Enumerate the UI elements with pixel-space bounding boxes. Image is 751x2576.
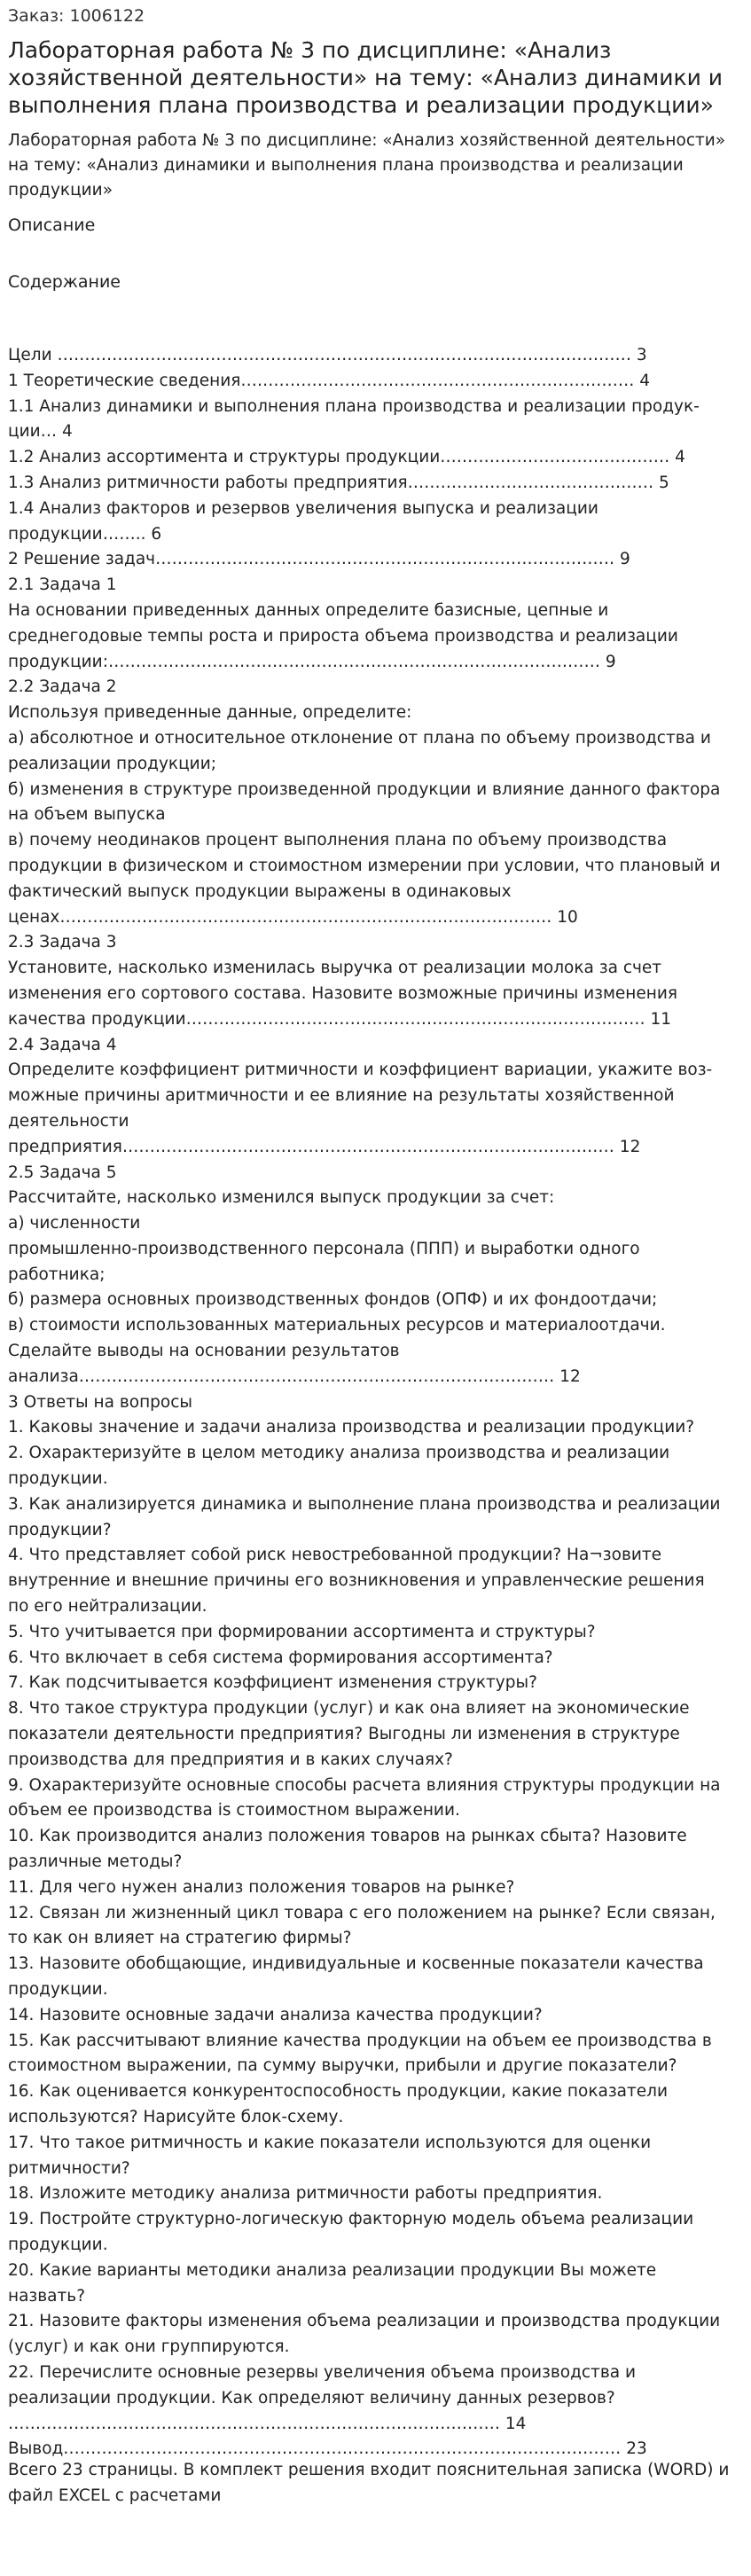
toc-line: внутренние и внешние причины его возникновения и управленческие решения [8, 1571, 705, 1591]
toc-line: ……………………………………………………………………………… 14 [8, 2414, 527, 2433]
order-number: Заказ: 1006122 [8, 6, 145, 26]
toc-line: 3 Ответы на вопросы [8, 1392, 193, 1412]
toc-line: 1 Теоретические сведения……………………………………………………………… 4 [8, 371, 651, 390]
toc-line: продукции:……………………………………………………………………………… 9 [8, 652, 616, 671]
toc-line: продукции в физическом и стоимостном измерении при условии, что плановый и [8, 856, 721, 875]
toc-line: Цели …………………………………………………………………………………………… 3 [8, 346, 647, 364]
toc-line: ции… 4 [8, 422, 73, 442]
toc-line: в) почему неодинаков процент выполнения плана по объему производства [8, 831, 668, 850]
toc-line: продукции. [8, 2235, 108, 2254]
toc-line: На основании приведенных данных определите базисные, цепные и [8, 600, 609, 620]
toc-line: 14. Назовите основные задачи анализа качества продукции? [8, 2005, 543, 2024]
footer-note: Всего 23 страницы. В комплект решения входит пояснительная записка (WORD) и файл EXCEL с расчетами [8, 2461, 730, 2505]
toc-line: 17. Что такое ритмичность и какие показатели используются для оценки [8, 2133, 652, 2152]
toc-line: продукции. [8, 1469, 108, 1489]
toc-line: 19. Постройте структурно-логическую факторную модель объема реализации [8, 2210, 694, 2229]
toc-line: фактический выпуск продукции выражены в одинаковых [8, 881, 512, 901]
toc-line: работника; [8, 1265, 106, 1284]
toc-line: промышленно-производственного персонала (ППП) и выработки одного [8, 1239, 640, 1258]
table-of-contents [8, 343, 746, 2462]
toc-line: 6. Что включает в себя система формирования ассортимента? [8, 1648, 553, 1667]
description-heading: Описание [8, 215, 96, 235]
toc-line: в) стоимости использованных материальных ресурсов и материалоотдачи. [8, 1316, 666, 1335]
toc-line: объем ее производства іs стоимостном выражении. [8, 1801, 460, 1820]
toc-line: 3. Как анализируется динамика и выполнение плана производства и реализации [8, 1494, 721, 1514]
toc-line: продукции? [8, 1520, 112, 1539]
toc-line: 1. Каковы значение и задачи анализа производства и реализации продукции? [8, 1418, 695, 1437]
toc-line: используются? Нарисуйте блок-схему. [8, 2107, 344, 2126]
toc-line: реализации продукции. Как определяют величину данных резервов? [8, 2388, 615, 2408]
toc-line: ритмичности? [8, 2158, 130, 2178]
toc-line: различные методы? [8, 1852, 183, 1872]
toc-line: 18. Изложите методику анализа ритмичности работы предприятия. [8, 2184, 603, 2204]
toc-line: деятельности [8, 1111, 129, 1131]
toc-line: 11. Для чего нужен анализ положения товаров на рынке? [8, 1877, 515, 1897]
toc-line: Определите коэффициент ритмичности и коэффициент вариации, укажите воз- [8, 1061, 713, 1080]
toc-line: 21. Назовите факторы изменения объема реализации и производства продукции [8, 2312, 721, 2331]
toc-line: 2.4 Задача 4 [8, 1035, 117, 1054]
toc-line: 2.3 Задача 3 [8, 933, 117, 952]
page-title: Лабораторная работа № 3 по дисциплине: «Анализ хозяйственной деятельности» на тему: «Анализ динамики и выполнения плана производства и реализации продукции» [8, 37, 724, 118]
toc-line: анализа…………………………………………………………………………… 12 [8, 1366, 581, 1386]
toc-line: 8. Что такое структура продукции (услуг) и как она влияет на экономические [8, 1699, 690, 1719]
toc-line: 1.2 Анализ ассортимента и структуры продукции…………………………………… 4 [8, 448, 685, 467]
toc-line: 13. Назовите обобщающие, индивидуальные и косвенные показатели качества [8, 1954, 704, 1974]
toc-line: показатели деятельности предприятия? Выгодны ли изменения в структуре [8, 1725, 680, 1744]
toc-line: по его нейтрализации. [8, 1597, 207, 1617]
toc-line: 22. Перечислите основные резервы увеличения объема производства и [8, 2362, 636, 2382]
toc-line: Рассчитайте, насколько изменился выпуск продукции за счет: [8, 1188, 555, 1208]
toc-line: назвать? [8, 2286, 86, 2306]
toc-line: изменения его сортового состава. Назовите возможные причины изменения [8, 983, 678, 1003]
toc-line: а) численности [8, 1214, 141, 1233]
toc-line: реализации продукции; [8, 754, 216, 773]
toc-line: Вывод………………………………………………………………………………………… 23 [8, 2439, 647, 2459]
toc-line: 7. Как подсчитывается коэффициент изменения структуры? [8, 1673, 537, 1693]
toc-line: (услуг) и как они группируются. [8, 2337, 290, 2357]
toc-line: 16. Как оценивается конкурентоспособность продукции, какие показатели [8, 2082, 669, 2102]
toc-line: 2. Охарактеризуйте в целом методику анализа производства и реализации [8, 1444, 670, 1463]
toc-line: качества продукции………………………………………………………………………… 11 [8, 1009, 672, 1029]
toc-line: Сделайте выводы на основании результатов [8, 1342, 400, 1361]
toc-line: 12. Связан ли жизненный цикл товара с его положением на рынке? Если связан, [8, 1903, 716, 1922]
toc-line: то как он влияет на стратегию фирмы? [8, 1929, 352, 1948]
toc-line: 2 Решение задач………………………………………………………………………… 9 [8, 550, 630, 569]
toc-line: ценах……………………………………………………………………………… 10 [8, 907, 578, 927]
toc-line: стоимостном выражении, па сумму выручки, прибыли и другие показатели? [8, 2056, 677, 2076]
document-subtitle: Лабораторная работа № 3 по дисциплине: «Анализ хозяйственной деятельности» на тему: «Анализ динамики и выполнения плана производства и реализации продукции» [8, 131, 726, 200]
toc-line: б) размера основных производственных фондов (ОПФ) и их фондоотдачи; [8, 1290, 658, 1310]
toc-line: предприятия……………………………………………………………………………… 12 [8, 1137, 641, 1156]
toc-line: 1.4 Анализ факторов и резервов увеличения выпуска и реализации [8, 498, 598, 518]
toc-line: 2.5 Задача 5 [8, 1163, 117, 1182]
toc-line: производства для предприятия и в каких случаях? [8, 1750, 453, 1769]
toc-line: 20. Какие варианты методики анализа реализации продукции Вы можете [8, 2260, 657, 2280]
toc-line: 9. Охарактеризуйте основные способы расчета влияния структуры продукции на [8, 1775, 721, 1795]
toc-line: 15. Как рассчитывают влияние качества продукции на объем ее производства в [8, 2031, 712, 2050]
toc-line: можные причины аритмичности и ее влияние на результаты хозяйственной [8, 1086, 675, 1106]
toc-line: 5. Что учитывается при формировании ассортимента и структуры? [8, 1622, 596, 1641]
toc-line: 2.1 Задача 1 [8, 575, 117, 595]
toc-line: 1.1 Анализ динамики и выполнения плана производства и реализации продук- [8, 396, 700, 416]
toc-line: среднегодовые темпы роста и прироста объема производства и реализации [8, 626, 678, 646]
toc-line: б) изменения в структуре произведенной продукции и влияние данного фактора [8, 779, 721, 799]
toc-line: продукции. [8, 1980, 108, 1999]
toc-line: 1.3 Анализ ритмичности работы предприятия……………………………………… 5 [8, 473, 669, 492]
toc-line: продукции…….. 6 [8, 524, 162, 544]
toc-line: 2.2 Задача 2 [8, 677, 117, 697]
toc-line: на объем выпуска [8, 805, 166, 825]
toc-line: а) абсолютное и относительное отклонение от плана по объему производства и [8, 728, 711, 748]
toc-line: Используя приведенные данные, определите: [8, 703, 412, 723]
toc-line: 4. Что представляет собой риск невостребованной продукции? На¬зовите [8, 1546, 662, 1565]
toc-line: Установите, насколько изменилась выручка от реализации молока за счет [8, 959, 662, 978]
toc-line: 10. Как производится анализ положения товаров на рынках сбыта? Назовите [8, 1827, 687, 1846]
contents-heading: Содержание [8, 272, 121, 292]
